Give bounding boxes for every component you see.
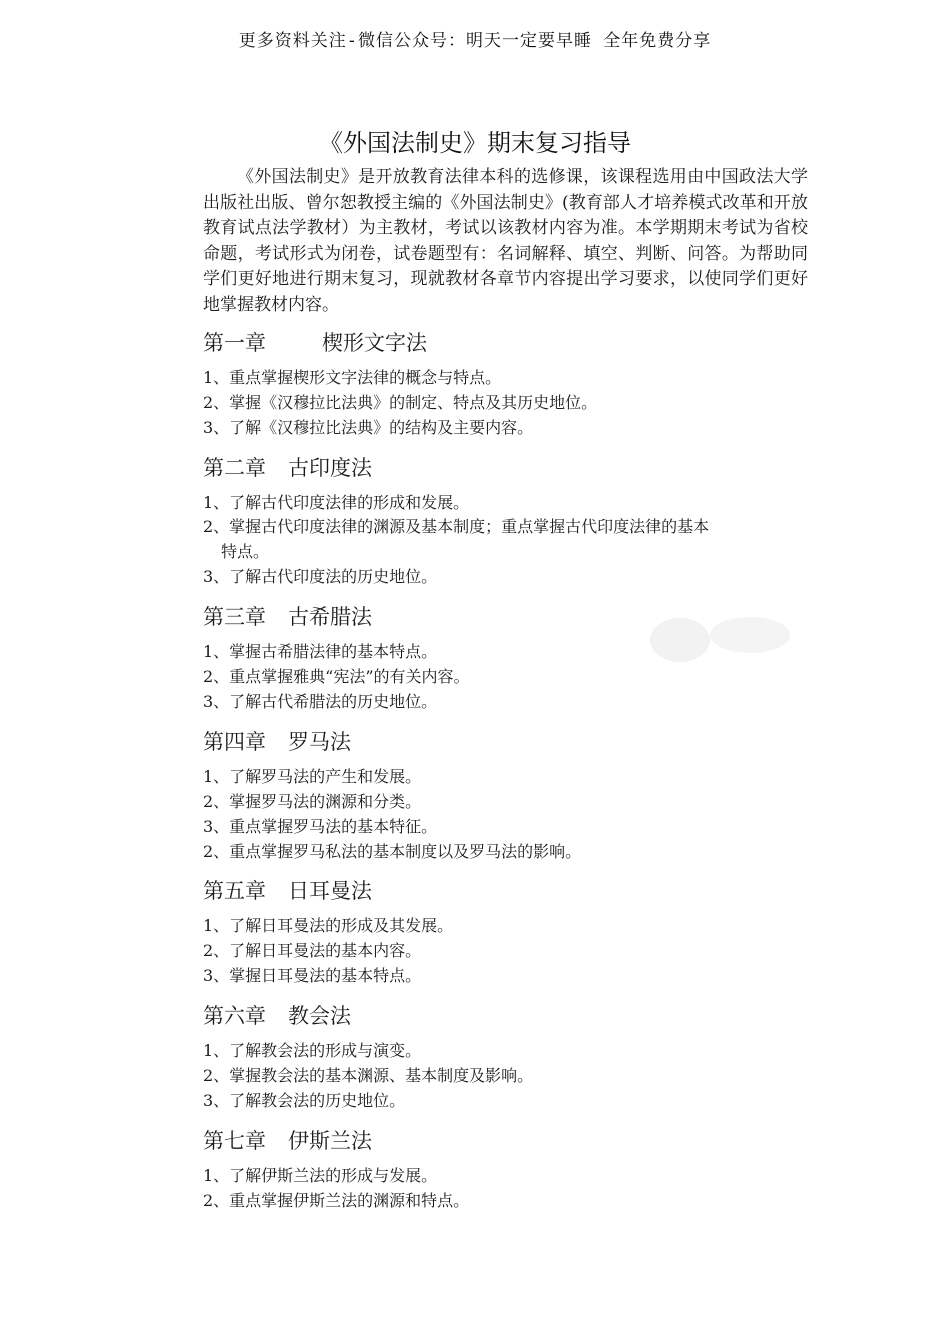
chapter-title: 伊斯兰法: [288, 1129, 372, 1153]
chapter-number: 第五章: [203, 879, 266, 903]
chapter-1-item-3: 3、了解《汉穆拉比法典》的结构及主要内容。: [203, 418, 534, 437]
chapter-7-item-2: 2、重点掌握伊斯兰法的渊源和特点。: [203, 1191, 470, 1210]
chapter-5-item-3: 3、掌握日耳曼法的基本特点。: [203, 966, 422, 985]
chapter-title: 罗马法: [288, 730, 351, 754]
chapter-title: 楔形文字法: [322, 331, 427, 355]
chapter-4-item-2: 2、掌握罗马法的渊源和分类。: [203, 792, 422, 811]
chapter-2-item-2: 2、掌握古代印度法律的渊源及基本制度；重点掌握古代印度法律的基本: [203, 517, 710, 536]
chapter-number: 第六章: [203, 1004, 266, 1028]
chapter-heading-1: [203, 327, 427, 357]
chapter-3-item-3: 3、了解古代希腊法的历史地位。: [203, 692, 438, 711]
chapter-heading-6: [203, 1000, 351, 1030]
chapter-6-item-1: 1、了解教会法的形成与演变。: [203, 1041, 422, 1060]
chapter-heading-3: [203, 601, 372, 631]
chapter-number: 第七章: [203, 1129, 266, 1153]
chapter-3-item-2: 2、重点掌握雅典“宪法”的有关内容。: [203, 667, 470, 686]
chapter-title: 古希腊法: [288, 605, 372, 629]
chapter-1-item-1: 1、重点掌握楔形文字法律的概念与特点。: [203, 368, 502, 387]
chapter-4-item-4: 2、重点掌握罗马私法的基本制度以及罗马法的影响。: [203, 842, 582, 861]
document-title: 《外国法制史》期末复习指导: [319, 129, 631, 157]
chapter-4-item-3: 3、重点掌握罗马法的基本特征。: [203, 817, 438, 836]
chapter-6-item-3: 3、了解教会法的历史地位。: [203, 1091, 406, 1110]
chapter-number: 第三章: [203, 605, 266, 629]
chapter-heading-2: [203, 452, 372, 482]
chapter-5-item-2: 2、了解日耳曼法的基本内容。: [203, 941, 422, 960]
chapter-4-item-1: 1、了解罗马法的产生和发展。: [203, 767, 422, 786]
chapter-3-item-1: 1、掌握古希腊法律的基本特点。: [203, 642, 438, 661]
chapter-heading-5: [203, 875, 372, 905]
intro-paragraph: 《外国法制史》是开放教育法律本科的选修课，该课程选用由中国政法大学出版社出版、曾尔恕教授主编的《外国法制史》(教育部人才培养模式改革和开放教育试点法学教材）为主教材，考试以该教材内容为准。本学期期末考试为省校命题，考试形式为闭卷，试卷题型有：名词解释、填空、判断、问答。为帮助同学们更好地进行期末复习，现就教材各章节内容提出学习要求，以使同学们更好地掌握教材内容。: [203, 167, 808, 315]
chapter-title: 日耳曼法: [288, 879, 372, 903]
chapter-title: 教会法: [288, 1004, 351, 1028]
scan-smudge-decoration: [640, 600, 800, 680]
top-banner: 更多资料关注-微信公众号：明天一定要早睡 全年免费分享: [238, 31, 712, 51]
chapter-7-item-1: 1、了解伊斯兰法的形成与发展。: [203, 1166, 438, 1185]
chapter-2-item-3: 3、了解古代印度法的历史地位。: [203, 567, 438, 586]
chapter-5-item-1: 1、了解日耳曼法的形成及其发展。: [203, 916, 454, 935]
chapter-heading-7: [203, 1125, 372, 1155]
chapter-number: 第一章: [203, 331, 266, 355]
chapter-2-item-2-continued: 特点。: [221, 542, 270, 561]
chapter-heading-4: [203, 726, 351, 756]
chapter-title: 古印度法: [288, 456, 372, 480]
chapter-number: 第四章: [203, 730, 266, 754]
chapter-6-item-2: 2、掌握教会法的基本渊源、基本制度及影响。: [203, 1066, 534, 1085]
chapter-2-item-1: 1、了解古代印度法律的形成和发展。: [203, 493, 470, 512]
chapter-1-item-2: 2、掌握《汉穆拉比法典》的制定、特点及其历史地位。: [203, 393, 598, 412]
chapter-number: 第二章: [203, 456, 266, 480]
